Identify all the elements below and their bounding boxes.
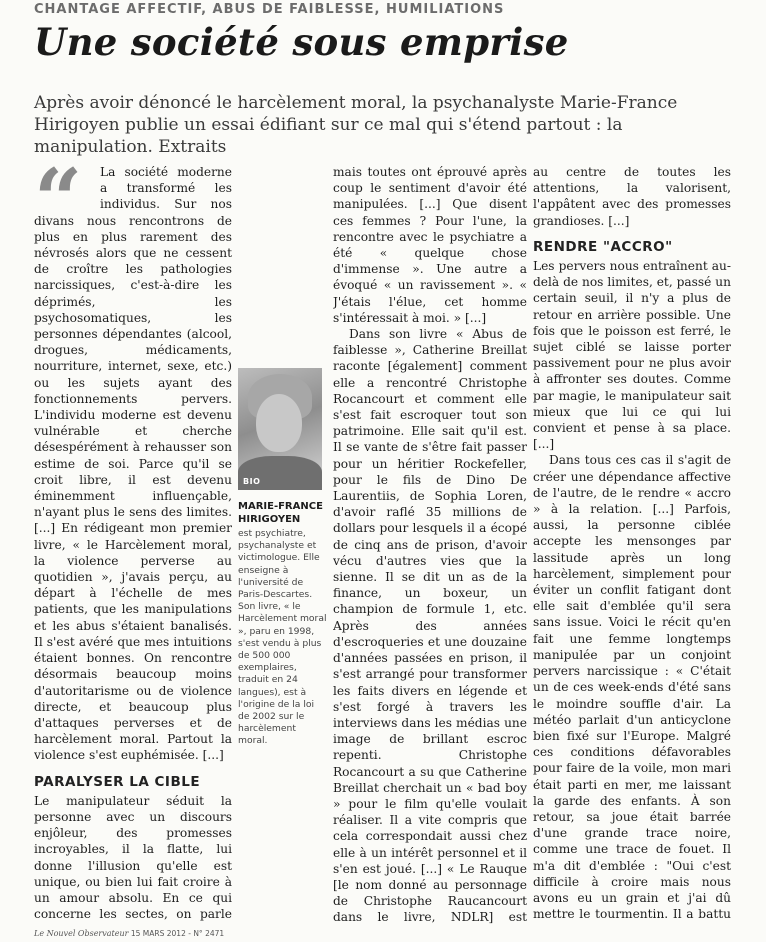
col3-paragraph-3: Dans tous ces cas il s'agit de créer une dépendance affective de l'autre, de le rendre « accro » à la relation. [...] Parfois, aussi, la personne ciblée accepte les mensonges par lassitude après un long harcèlement, simplement pour éviter un conflit fatigant dont elle sait d'emblée qu'il sera sans issue. Voici le récit qu'en fait une femme longtemps manipulée par un conjoint pervers narcissique : « C'était un de ces week-ends d'été sans le moindre souffle d'air. La météo parlait d'un anticyclone bien fixé sur l'Europe. Malgré ces conditions défavorables pour faire de la voile, mon mari était parti en mer, me laissant la garde des enfants. À son retour, sa joue était barrée d'une grande trace noire, comme une trace de fouet. Il m'a dit d'emblée : "Oui c'est difficile à croire mais nous avons eu un grain et j'ai dû mettre le tourmentin. Il a battu <box>533 453 731 922</box>
subhead-accro: RENDRE "ACCRO" <box>533 238 673 255</box>
subhead-paralyser: PARALYSER LA CIBLE <box>34 773 201 790</box>
article-standfirst: Après avoir dénoncé le harcèlement moral, la psychanalyste Marie-France Hirigoyen publie un essai édifiant sur ce mal qui s'étend partout : la manipulation. Extraits <box>34 93 678 157</box>
bio-author-name: MARIE-FRANCE HIRIGOYEN <box>238 501 323 525</box>
footer-issue: 15 MARS 2012 - N° 2471 <box>130 929 225 938</box>
col2-paragraph-2: Dans son livre « Abus de faiblesse », Catherine Breillat raconte [également] comment elle a rencontré Christophe Rocancourt et comment elle s'est fait escroquer tout son patrimoine. Elle sait qu'il est. Il se vante de s'être fait passer pour un héritier Rockefeller, pour le fils de Dino De Laurentiis, de Sophia Loren, d'avoir raflé 35 millions de dollars pour lesquels il a écopé de cinq ans de prison, d'avoir vécu d'autres vies que la sienne. Il se dit un as de la finance, un boxeur, un champion de formule 1, etc. Après des années d'escroqueries et une douzaine d'années passées en prison, il s'est arrangé pour transformer les faits divers en légende et s'est forgé à travers les interviews dans les médias une image de brillant escroc repenti. Christophe Rocancourt a su que Catherine Breillat cherchait un « bad boy » pour le film qu'elle voulait réaliser. Il a vite compris que cela correspondait aussi chez elle à un intérêt personnel et il s'en est joué. [...] « Le Rauque [le nom donné au personnage de Christophe Raucancourt dans le livre, NDLR] est <box>333 327 527 924</box>
col2-paragraph-1: mais toutes ont éprouvé après coup le sentiment d'avoir été manipulées. [...] Que disent ces femmes ? Pour l'une, la rencontre avec le psychiatre a été « quelque chose d'immense ». Une autre a évoqué « un ravissement ». « J'étais l'élue, cet homme s'intéressait à moi. » [...] <box>333 165 527 325</box>
page-footer <box>34 929 224 938</box>
column-3 <box>533 164 731 924</box>
article-title: Une société sous emprise <box>34 20 569 64</box>
column-2 <box>333 164 527 924</box>
footer-publication: Le Nouvel Observateur <box>34 929 129 938</box>
author-photo <box>238 368 322 490</box>
article-kicker: CHANTAGE AFFECTIF, ABUS DE FAIBLESSE, HUMILIATIONS <box>34 2 505 17</box>
col1-paragraph-intro: La société moderne a transformé les individus. Sur nos divans nous rencontrons de plus en plus rarement des névrosés alors que ne cessent de croître les pathologies narcissiques, c'est-à-dire les déprimés, les psychosomatiques, les personnes dépendantes (alcool, drogues, médicaments, nourriture, internet, sexe, etc.) ou les sujets ayant des fonctionnements pervers. L'individu moderne est devenu vulnérable et cherche désespérément à rehausser son estime de soi. Parce qu'il se croit libre, il est devenu éminemment influençable, n'ayant plus le sens des limites. [...] En rédigeant mon premier livre, « le Harcèlement moral, la violence perverse au quotidien », j'avais perçu, au départ à l'échelle de mes patients, que les manipulations et les abus s'étaient banalisés. Il s'est avéré que mes intuitions étaient bonnes. On rencontre désormais beaucoup moins d'autoritarisme ou de violence directe, et beaucoup plus d'attaques perverses et de harcèlement moral. Partout la violence s'est euphémisée. [...] <box>34 165 232 763</box>
col3-paragraph-2: Les pervers nous entraînent au-delà de nos limites, et, passé un certain seuil, il n'y a plus de retour en arrière possible. Une fois que le poisson est ferré, le sujet ciblé se laisse porter passivement pour ne plus avoir à affronter ses doutes. Comme par magie, le manipulateur sait mieux que lui ce qui lui convient et pense à sa place. [...] <box>533 259 731 452</box>
col1-paragraph-cible: Le manipulateur séduit la personne avec un discours enjôleur, des promesses incroyables, il la flatte, lui donne l'illusion qu'elle est unique, ou bien lui fait croire à un amour absolu. En ce qui concerne les sectes, on parle <box>34 793 232 922</box>
bio-tag: BIO <box>243 477 261 486</box>
column-1 <box>34 164 232 924</box>
col3-paragraph-1: au centre de toutes les attentions, la valorisent, l'appâtent avec des promesses grandioses. [...] <box>533 165 731 228</box>
opening-quote-icon: “ <box>34 164 83 249</box>
photo-face-shape <box>256 394 302 452</box>
bio-text: est psychiatre, psychanalyste et victimologue. Elle enseigne à l'université de Paris-Descartes. Son livre, « le Harcèlement moral », paru en 1998, s'est vendu à plus de 500 000 exemplaires, traduit en 24 langues), est à l'origine de la loi de 2002 sur le harcèlement moral. <box>238 528 327 747</box>
